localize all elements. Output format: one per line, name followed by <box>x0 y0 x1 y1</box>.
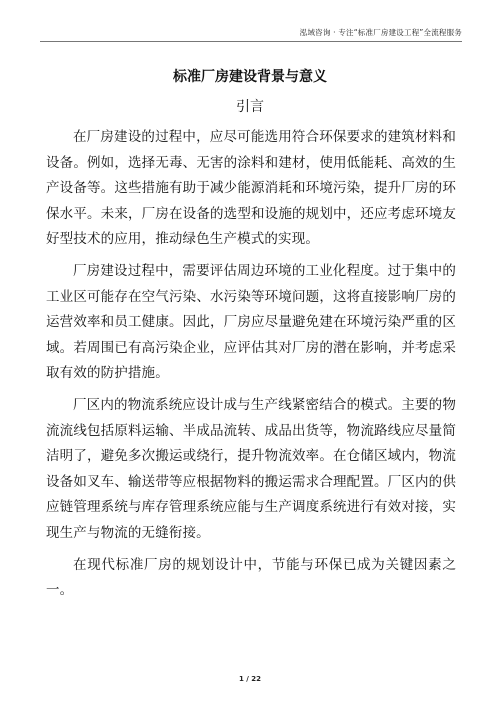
header-text: 泓域咨询 · 专注“标准厂房建设工程”全流程服务 <box>299 28 462 37</box>
header-divider <box>40 41 462 42</box>
paragraph: 厂区内的物流系统应设计成与生产线紧密结合的模式。主要的物流流线包括原料运输、半成品流转、成品出货等，物流路线应尽量简洁明了，避免多次搬运或绕行，提升物流效率。在仓储区域内，物流设备如叉车、输送带等应根据物料的搬运需求合理配置。厂区内的供应链管理系统与库存管理系统应能与生产调度系统进行有效对接，实现生产与物流的无缝衔接。 <box>46 396 456 541</box>
paragraph: 厂房建设过程中，需要评估周边环境的工业化程度。过于集中的工业区可能存在空气污染、水污染等环境问题，这将直接影响厂房的运营效率和员工健康。因此，厂房应尽量避免建在环境污染严重的区域。若周围已有高污染企业，应评估其对厂房的潜在影响，并考虑采取有效的防护措施。 <box>46 262 456 382</box>
paragraph: 在现代标准厂房的规划设计中，节能与环保已成为关键因素之一。 <box>46 556 456 599</box>
paragraph: 在厂房建设的过程中，应尽可能选用符合环保要求的建筑材料和设备。例如，选择无毒、无害的涂料和建材，使用低能耗、高效的生产设备等。这些措施有助于减少能源消耗和环境污染，提升厂房的环保水平。未来，厂房在设备的选型和设施的规划中，还应考虑环境友好型技术的应用，推动绿色生产模式的实现。 <box>46 129 456 248</box>
body-text <box>46 125 456 610</box>
document-title: 标准厂房建设背景与意义 <box>173 69 327 85</box>
page-number: 1 / 22 <box>238 675 262 683</box>
section-title: 引言 <box>236 99 264 115</box>
